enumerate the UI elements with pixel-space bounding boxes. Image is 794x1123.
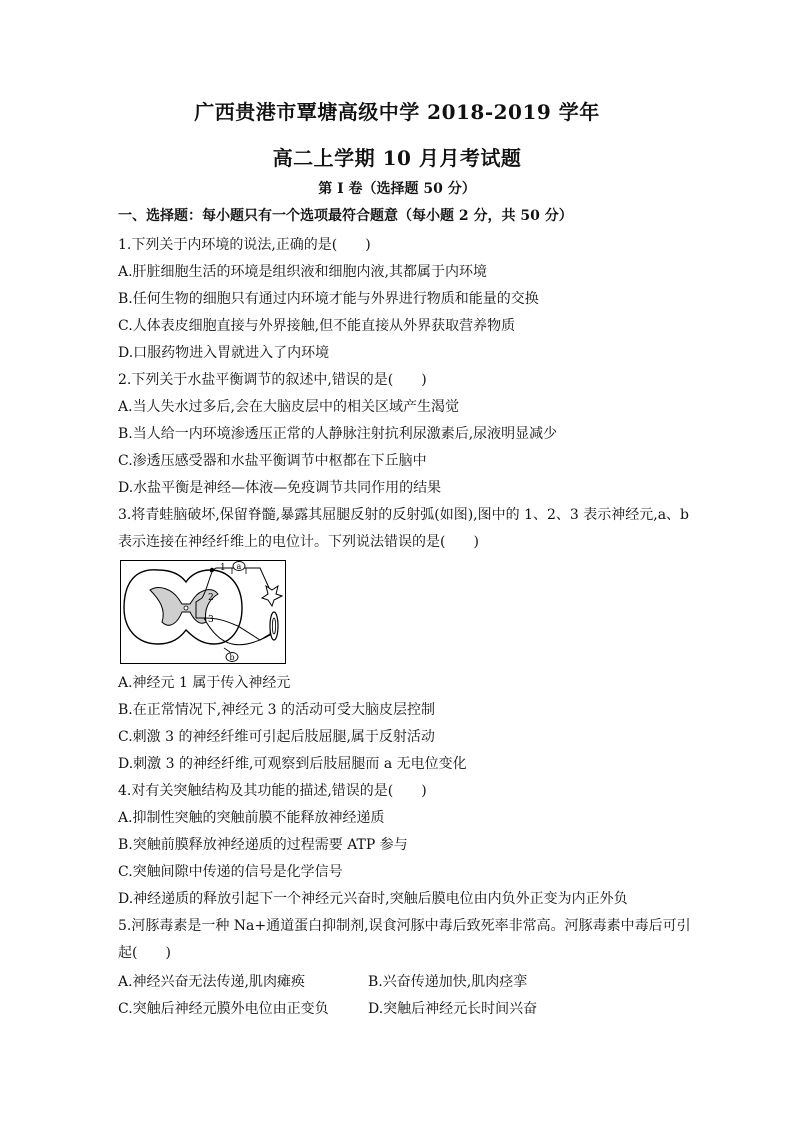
volume-heading: 第 I 卷（选择题 50 分） (318, 181, 476, 197)
figure-label-a: a (236, 562, 242, 571)
question-2-option-d: D.水盐平衡是神经—体液—免疫调节共同作用的结果 (118, 480, 442, 496)
question-1-option-d: D.口服药物进入胃就进入了内环境 (118, 345, 330, 361)
question-4-option-b: B.突触前膜释放神经递质的过程需要 ATP 参与 (118, 837, 408, 853)
question-1-option-b: B.任何生物的细胞只有通过内环境才能与外界进行物质和能量的交换 (118, 291, 539, 307)
question-2-option-b: B.当人给一内环境渗透压正常的人静脉注射抗利尿激素后,尿液明显减少 (118, 426, 558, 442)
question-2-stem: 2.下列关于水盐平衡调节的叙述中,错误的是( ) (118, 372, 427, 388)
reflex-arc-figure (120, 560, 286, 664)
section-heading: 一、选择题：每小题只有一个选项最符合题意（每小题 2 分，共 50 分） (118, 208, 573, 224)
figure-label-2: 2 (208, 593, 214, 603)
exam-title-line2: 高二上学期 10 月月考试题 (272, 146, 522, 170)
question-4-option-d: D.神经递质的释放引起下一个神经元兴奋时,突触后膜电位由内负外正变为内正外负 (118, 891, 628, 907)
question-2-option-a: A.当人失水过多后,会在大脑皮层中的相关区域产生渴觉 (118, 399, 460, 415)
question-5-option-c: C.突触后神经元膜外电位由正变负 (118, 1001, 329, 1017)
question-5-option-b: B.兴奋传递加快,肌肉痉挛 (368, 974, 528, 990)
question-3-stem-line1: 3.将青蛙脑破坏,保留脊髓,暴露其屈腿反射的反射弧(如图),图中的 1、2、3 表示神经元,a、b (118, 507, 690, 523)
question-3-stem-line2: 表示连接在神经纤维上的电位计。下列说法错误的是( ) (118, 534, 479, 550)
question-5-stem-line2: 起( ) (118, 945, 171, 961)
question-4-option-c: C.突触间隙中传递的信号是化学信号 (118, 864, 343, 880)
question-5-option-d: D.突触后神经元长时间兴奋 (368, 1001, 538, 1017)
question-5-option-a: A.神经兴奋无法传递,肌肉瘫痪 (118, 974, 306, 990)
question-2-option-c: C.渗透压感受器和水盐平衡调节中枢都在下丘脑中 (118, 453, 427, 469)
question-3-option-d: D.刺激 3 的神经纤维,可观察到后肢屈腿而 a 无电位变化 (118, 756, 467, 772)
question-1-option-a: A.肝脏细胞生活的环境是组织液和细胞内液,其都属于内环境 (118, 264, 488, 280)
figure-label-3: 3 (208, 615, 214, 625)
exam-title-line1: 广西贵港市覃塘高级中学 2018-2019 学年 (194, 100, 600, 124)
question-3-option-c: C.刺激 3 的神经纤维可引起后肢屈腿,属于反射活动 (118, 729, 435, 745)
question-4-option-a: A.抑制性突触的突触前膜不能释放神经递质 (118, 810, 385, 826)
figure-label-b: b (229, 653, 235, 662)
question-1-stem: 1.下列关于内环境的说法,正确的是( ) (118, 237, 371, 253)
figure-label-1: 1 (220, 563, 226, 573)
question-4-stem: 4.对有关突触结构及其功能的描述,错误的是( ) (118, 783, 427, 799)
question-5-stem-line1: 5.河豚毒素是一种 Na+通道蛋白抑制剂,误食河豚中毒后致死率非常高。河豚毒素中毒后可引 (118, 918, 691, 934)
question-3-option-b: B.在正常情况下,神经元 3 的活动可受大脑皮层控制 (118, 702, 435, 718)
question-3-option-a: A.神经元 1 属于传入神经元 (118, 675, 291, 691)
question-1-option-c: C.人体表皮细胞直接与外界接触,但不能直接从外界获取营养物质 (118, 318, 516, 334)
